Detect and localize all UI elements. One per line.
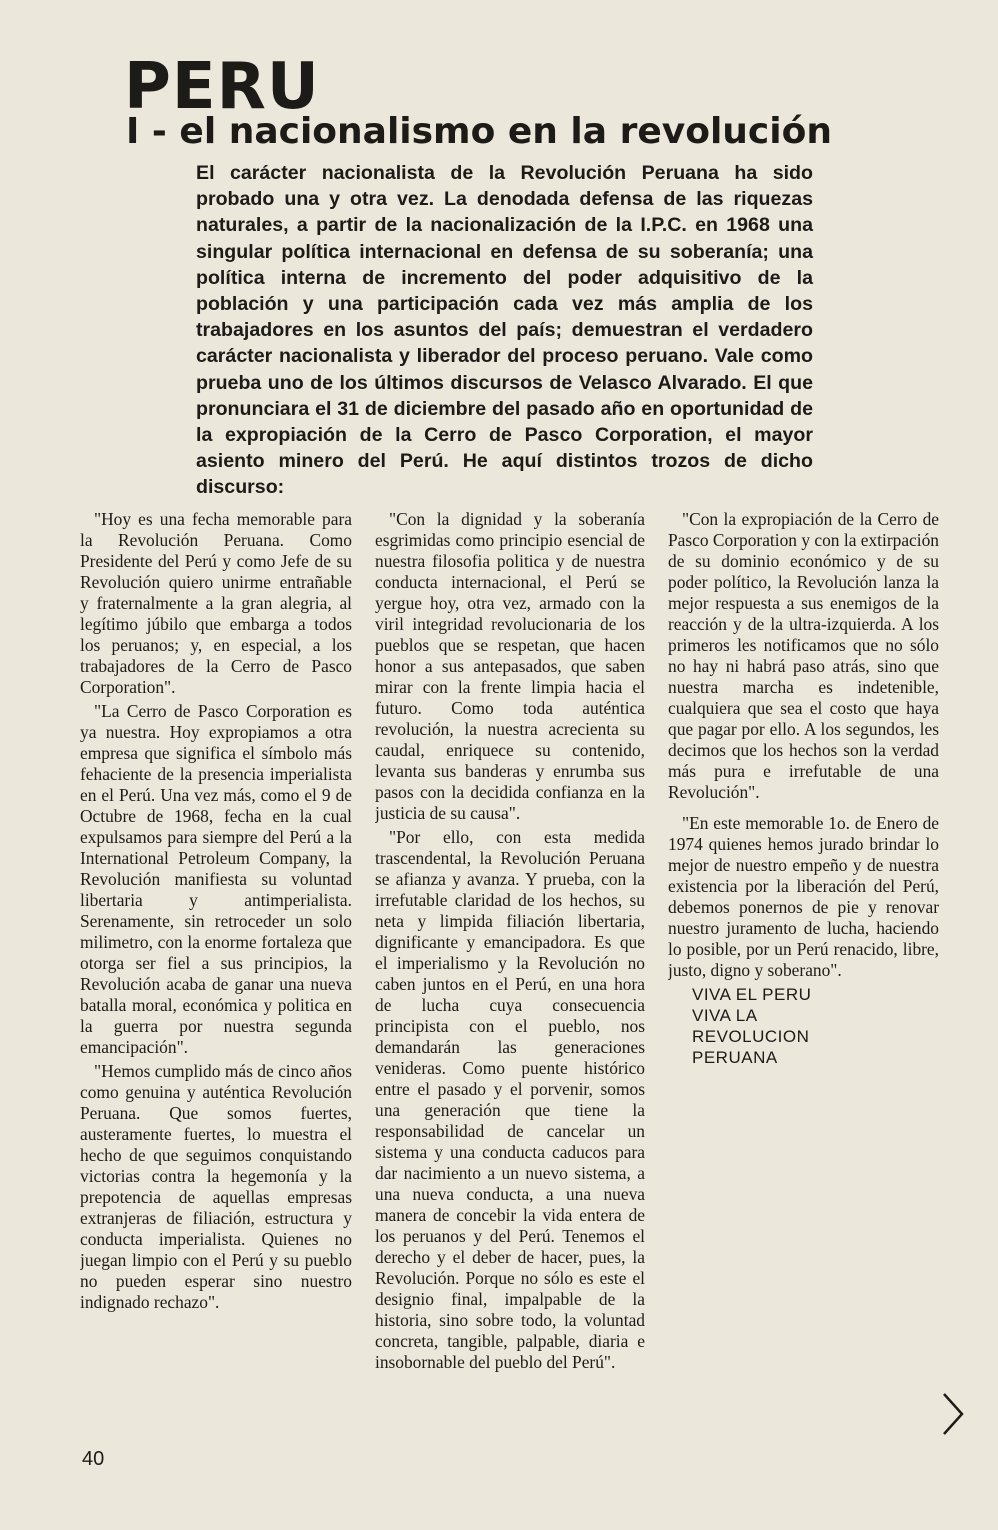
text-column-3	[668, 509, 939, 1439]
speech-paragraph: "Por ello, con esta medida trascendental, la Revolución Peruana se afianza y avanza. Y prueba, con la irrefutable claridad de los hechos, su neta y limpida filiación libertaria, dignificante y emancipadora. Es que el imperialismo y la Revolución no caben juntos en el Perú, en una hora de lucha cuya consecuencia principista con el pueblo, nos demandarán las generaciones venideras. Como puente histórico entre el pasado y el porvenir, somos una generación que tiene la responsabilidad de cancelar un sistema y una conducta caducos para dar nacimiento a un nuevo sistema, a una nueva conducta, a una nueva manera de concebir la vida entera de los peruanos y del Perú. Tenemos el derecho y el deber de hacer, pues, la Revolución. Porque no sólo es este el designio final, impalpable de la historia, sino sobre todo, la voluntad concreta, tangible, palpable, diaria e insobornable del pueblo del Perú".	[375, 827, 645, 1372]
speech-paragraph: "Hoy es una fecha memorable para la Revolución Peruana. Como Presidente del Perú y como Jefe de su Revolución quiero unirme entrañable y fraternalmente a la gran alegria, al legítimo júbilo que embarga a todos los peruanos; y, en especial, a los trabajadores de la Cerro de Pasco Corporation".	[80, 509, 352, 697]
page-number: 40	[82, 1448, 105, 1470]
speech-paragraph: "Con la dignidad y la soberanía esgrimidas como principio esencial de nuestra filosofia politica y de nuestra conducta internacional, el Perú se yergue hoy, otra vez, armado con la viril integridad revolucionaria de los pueblos que se respetan, que hacen honor a sus antepasados, que saben mirar con la frente limpia hacia el futuro. Como toda auténtica revolución, la nuestra acrecienta su caudal, enriquece su contenido, levanta sus banderas y enrumba sus pasos con la decidida confianza en la justicia de su causa".	[375, 509, 645, 823]
text-column-1	[80, 509, 352, 1439]
text-column-2	[375, 509, 645, 1439]
page-title: PERU	[124, 50, 320, 124]
speech-paragraph: "Hemos cumplido más de cinco años como genuina y auténtica Revolución Peruana. Que somos fuertes, austeramente fuertes, lo muestra el hecho de que seguimos conquistando victorias contra la hegemonía y la prepotencia de aquellas empresas extranjeras de filiación, estructura y conducta imperialista. Quienes no juegan limpio con el Perú y su pueblo no pueden esperar sino nuestro indignado rechazo".	[80, 1061, 352, 1312]
speech-paragraph: "En este memorable 1o. de Enero de 1974 quienes hemos jurado brindar lo mejor de nuestro empeño y de nuestra existencia por la liberación del Perú, debemos ponernos de pie y renovar nuestro juramento de lucha, haciendo lo posible, por un Perú renacido, libre, justo, digno y soberano".	[668, 813, 939, 980]
speech-paragraph: "La Cerro de Pasco Corporation es ya nuestra. Hoy expropiamos a otra empresa que significa el símbolo más fehaciente de la presencia imperialista en el Perú. Una vez más, como el 9 de Octubre de 1968, fecha en la cual expulsamos para siempre del Perú a la International Petroleum Company, la Revolución manifiesta su voluntad libertaria y antimperialista. Serenamente, sin retroceder un solo milimetro, con la enorme fortaleza que otorga ser fiel a sus principios, la Revolución acaba de ganar una nueva batalla moral, económica y politica en la guerra por nuestra segunda emancipación".	[80, 701, 352, 1057]
article-subtitle: I - el nacionalismo en la revolución	[126, 111, 832, 152]
speech-paragraph: "Con la expropiación de la Cerro de Pasco Corporation y con la extirpación de su dominio económico y de su poder político, la Revolución lanza la mejor respuesta a sus enemigos de la reacción y de la ultra-izquierda. A los primeros les notificamos que no sólo no hay ni habrá paso atrás, sino que nuestra marcha es indetenible, cualquiera que sea el costo que haya que pagar por ello. A los segundos, les decimos que los hechos son la verdad más pura e irrefutable de una Revolución".	[668, 509, 939, 802]
next-page-arrow-icon	[940, 1390, 966, 1438]
closing-slogan: VIVA EL PERU VIVA LA REVOLUCION PERUANA	[692, 985, 812, 1067]
lead-paragraph: El carácter nacionalista de la Revolución Peruana ha sido probado una y otra vez. La denodada defensa de las riquezas naturales, a partir de la nacionalización de la I.P.C. en 1968 una singular política internacional en defensa de su soberanía; una política interna de incremento del poder adquisitivo de la población y una participación cada vez más amplia de los trabajadores en los asuntos del país; demuestran el verdadero carácter nacionalista y liberador del proceso peruano. Vale como prueba uno de los últimos discursos de Velasco Alvarado. El que pronunciara el 31 de diciembre del pasado año en oportunidad de la expropiación de la Cerro de Pasco Corporation, el mayor asiento minero del Perú. He aquí distintos trozos de dicho discurso:	[196, 162, 813, 499]
